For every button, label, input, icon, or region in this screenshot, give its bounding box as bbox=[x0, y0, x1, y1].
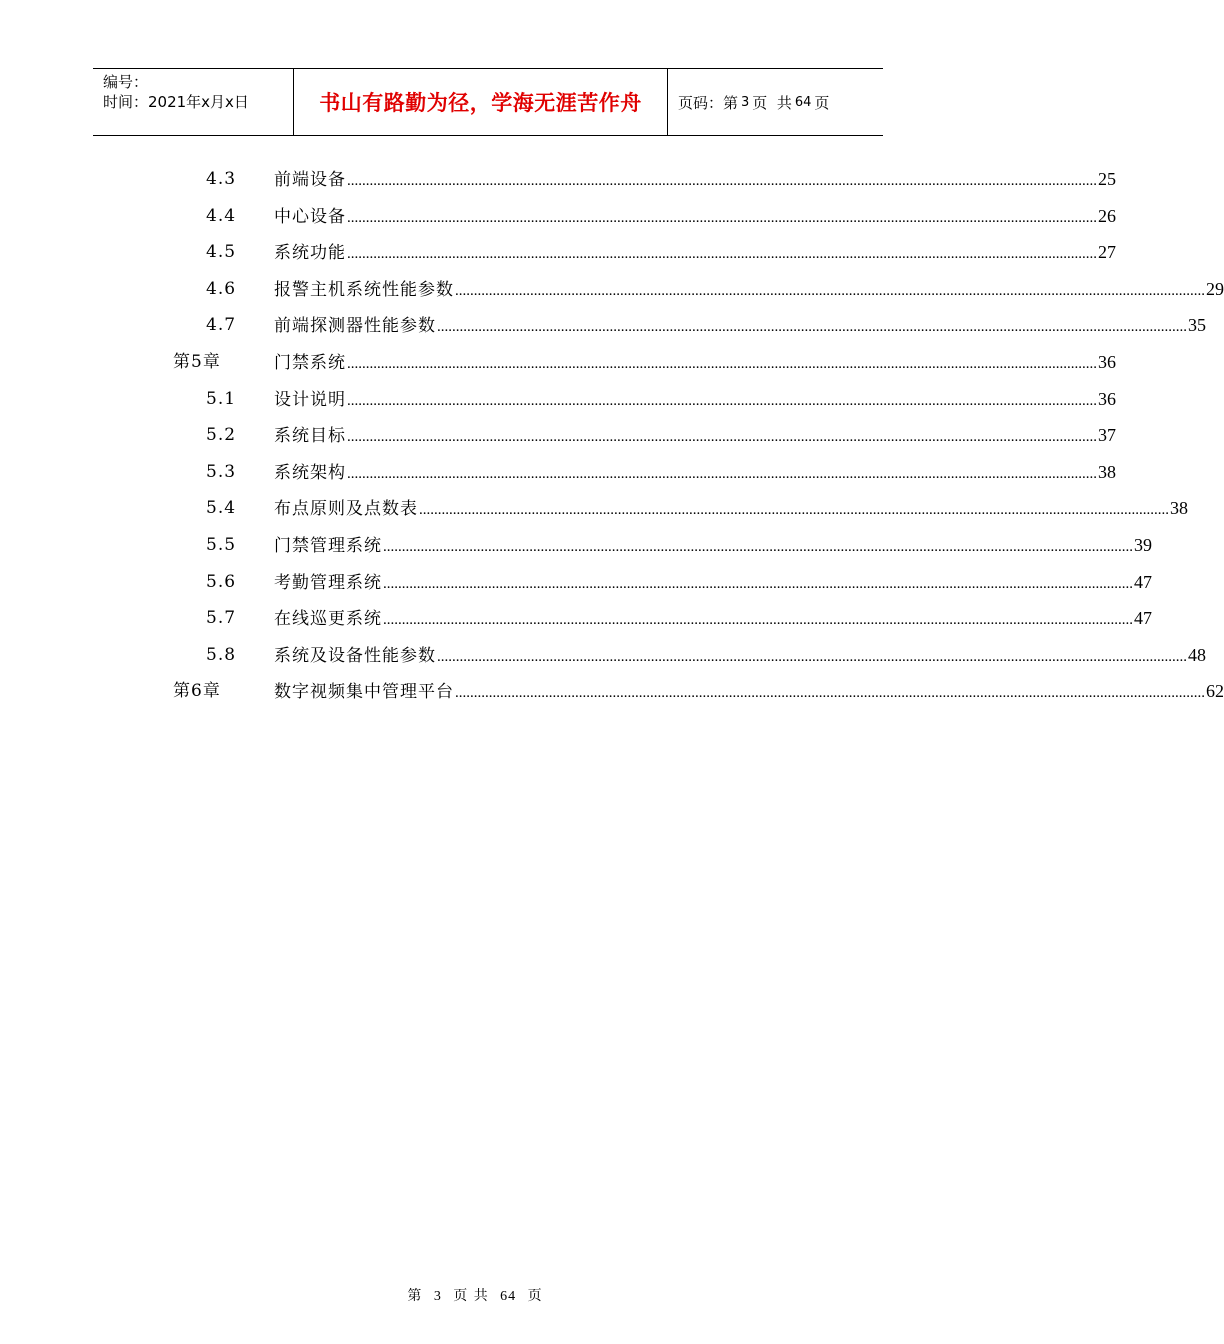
header-page-indicator bbox=[668, 69, 883, 135]
toc-entry[interactable] bbox=[0, 673, 1224, 710]
header-motto: 书山有路勤为径，学海无涯苦作舟 bbox=[294, 69, 668, 135]
toc-entry-title: 门禁管理系统 bbox=[274, 535, 382, 556]
footer-page-total: 64 bbox=[500, 1289, 517, 1304]
toc-entry-number: 第5章 bbox=[173, 351, 221, 372]
toc-entry-title: 系统目标 bbox=[274, 426, 346, 447]
toc-leader-dots: ........................................................................................................................................................................................................ bbox=[347, 355, 1097, 372]
toc-entry-page: 29 bbox=[1206, 278, 1224, 299]
toc-entry-title: 门禁系统 bbox=[274, 352, 346, 373]
toc-leader-dots: ........................................................................................................................................................................................................ bbox=[455, 685, 1205, 702]
toc-leader-dots: ........................................................................................................................................................................................................ bbox=[419, 502, 1169, 519]
toc-entry[interactable] bbox=[0, 490, 1188, 527]
toc-entry-title: 数字视频集中管理平台 bbox=[274, 682, 454, 703]
toc-entry-line bbox=[274, 234, 1116, 273]
document-time-label: 时间：2021年x月x日 bbox=[103, 93, 249, 111]
toc-entry-number: 5.4 bbox=[206, 498, 237, 519]
toc-entry-number: 5.8 bbox=[206, 644, 237, 665]
footer-page-current: 3 bbox=[433, 1289, 442, 1304]
toc-entry[interactable] bbox=[0, 271, 1224, 308]
toc-entry-line bbox=[274, 673, 1224, 712]
toc-entry-number: 5.2 bbox=[206, 425, 237, 446]
toc-entry-line bbox=[274, 527, 1152, 566]
toc-entry-page: 26 bbox=[1098, 205, 1116, 226]
toc-entry[interactable] bbox=[0, 637, 1206, 674]
toc-entry-title: 中心设备 bbox=[274, 206, 346, 227]
toc-entry-page: 39 bbox=[1134, 534, 1152, 555]
toc-leader-dots: ........................................................................................................................................................................................................ bbox=[347, 465, 1097, 482]
document-number-label: 编号： bbox=[103, 73, 149, 91]
toc-entry-line bbox=[274, 600, 1152, 639]
toc-entry-title: 系统功能 bbox=[274, 243, 346, 264]
toc-leader-dots: ........................................................................................................................................................................................................ bbox=[383, 538, 1133, 555]
toc-entry-number: 4.5 bbox=[206, 242, 237, 263]
footer-suffix: 页 bbox=[527, 1288, 543, 1304]
toc-entry-number: 4.7 bbox=[206, 315, 237, 336]
toc-entry-page: 47 bbox=[1134, 608, 1152, 629]
toc-entry-title: 在线巡更系统 bbox=[274, 609, 382, 630]
toc-leader-dots: ........................................................................................................................................................................................................ bbox=[437, 648, 1187, 665]
toc-entry-title: 前端探测器性能参数 bbox=[274, 316, 436, 337]
header-page-mid: 页 共 bbox=[752, 93, 792, 112]
toc-entry-line bbox=[274, 417, 1116, 456]
toc-entry-title: 设计说明 bbox=[274, 389, 346, 410]
toc-entry-number: 5.7 bbox=[206, 608, 237, 629]
header-page-total: 64 bbox=[794, 94, 812, 110]
toc-entry-title: 布点原则及点数表 bbox=[274, 499, 418, 520]
toc-entry-line bbox=[274, 381, 1116, 420]
toc-entry-line bbox=[274, 564, 1152, 603]
toc-entry-number: 4.4 bbox=[206, 205, 237, 226]
table-of-contents bbox=[0, 161, 1224, 710]
toc-leader-dots: ........................................................................................................................................................................................................ bbox=[347, 209, 1097, 226]
header-page-prefix: 页码：第 bbox=[678, 93, 739, 112]
toc-entry-page: 47 bbox=[1134, 571, 1152, 592]
toc-entry-line bbox=[274, 271, 1224, 310]
toc-entry[interactable] bbox=[0, 344, 1116, 381]
toc-entry-page: 35 bbox=[1188, 315, 1206, 336]
toc-leader-dots: ........................................................................................................................................................................................................ bbox=[347, 173, 1097, 189]
toc-leader-dots: ........................................................................................................................................................................................................ bbox=[437, 319, 1187, 336]
toc-entry-title: 前端设备 bbox=[274, 170, 346, 190]
toc-entry[interactable] bbox=[0, 564, 1152, 601]
toc-entry-number: 5.3 bbox=[206, 461, 237, 482]
toc-leader-dots: ........................................................................................................................................................................................................ bbox=[383, 612, 1133, 629]
toc-leader-dots: ........................................................................................................................................................................................................ bbox=[383, 575, 1133, 592]
toc-entry[interactable] bbox=[0, 234, 1116, 271]
header-page-suffix: 页 bbox=[814, 93, 830, 112]
toc-leader-dots: ........................................................................................................................................................................................................ bbox=[347, 246, 1097, 263]
header-meta bbox=[93, 69, 294, 135]
toc-entry-line bbox=[274, 161, 1116, 200]
toc-entry[interactable] bbox=[0, 381, 1116, 418]
footer-mid: 页 共 bbox=[453, 1288, 489, 1304]
toc-entry-page: 62 bbox=[1206, 681, 1224, 702]
toc-entry[interactable] bbox=[0, 417, 1116, 454]
toc-entry-title: 系统及设备性能参数 bbox=[274, 645, 436, 666]
toc-entry-page: 36 bbox=[1098, 351, 1116, 372]
toc-entry-page: 25 bbox=[1098, 169, 1116, 189]
toc-entry-page: 37 bbox=[1098, 425, 1116, 446]
toc-entry-title: 考勤管理系统 bbox=[274, 572, 382, 593]
toc-entry-line bbox=[274, 198, 1116, 237]
toc-entry[interactable] bbox=[0, 527, 1152, 564]
toc-entry[interactable] bbox=[0, 161, 1116, 198]
toc-entry-number: 5.6 bbox=[206, 571, 237, 592]
toc-entry-page: 36 bbox=[1098, 388, 1116, 409]
page-footer bbox=[0, 1285, 950, 1305]
toc-entry[interactable] bbox=[0, 198, 1116, 235]
toc-entry-page: 48 bbox=[1188, 644, 1206, 665]
toc-entry-number: 5.1 bbox=[206, 388, 237, 409]
toc-entry-number: 5.5 bbox=[206, 534, 237, 555]
toc-entry-line bbox=[274, 344, 1116, 383]
toc-entry[interactable] bbox=[0, 600, 1152, 637]
footer-prefix: 第 bbox=[407, 1288, 423, 1304]
toc-entry-line bbox=[274, 490, 1188, 529]
toc-entry-title: 系统架构 bbox=[274, 462, 346, 483]
toc-leader-dots: ........................................................................................................................................................................................................ bbox=[347, 392, 1097, 409]
toc-entry-line bbox=[274, 637, 1206, 676]
toc-entry-line bbox=[274, 454, 1116, 493]
toc-entry-page: 38 bbox=[1098, 461, 1116, 482]
page-header bbox=[93, 68, 883, 136]
toc-entry-number: 第6章 bbox=[173, 681, 221, 702]
toc-leader-dots: ........................................................................................................................................................................................................ bbox=[347, 429, 1097, 446]
toc-entry-number: 4.3 bbox=[206, 169, 237, 189]
toc-entry-title: 报警主机系统性能参数 bbox=[274, 279, 454, 300]
toc-entry-page: 27 bbox=[1098, 242, 1116, 263]
toc-entry[interactable] bbox=[0, 454, 1116, 491]
toc-entry-page: 38 bbox=[1170, 498, 1188, 519]
toc-leader-dots: ........................................................................................................................................................................................................ bbox=[455, 282, 1205, 299]
header-page-current: 3 bbox=[741, 94, 750, 110]
toc-entry-number: 4.6 bbox=[206, 278, 237, 299]
toc-entry[interactable] bbox=[0, 307, 1206, 344]
toc-entry-line bbox=[274, 307, 1206, 346]
